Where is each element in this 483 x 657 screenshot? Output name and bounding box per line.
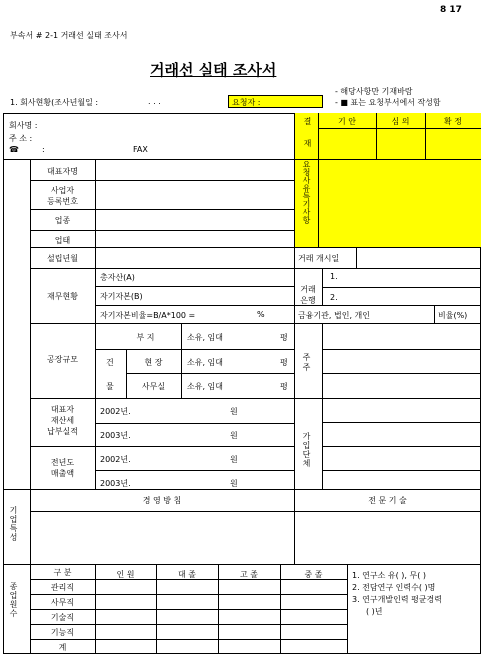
founded-label: 설립년월	[47, 254, 78, 263]
approval-review: 심 의	[391, 117, 410, 126]
research-staff-note: 2. 전담연구 인력수( )명	[352, 583, 436, 592]
ceo-name-label: 대표자명	[47, 167, 78, 176]
staff-header-college: 대 졸	[178, 570, 196, 579]
staff-row-technical: 기술직	[50, 613, 75, 622]
site-label: 부 지	[136, 333, 155, 342]
request-reason-area	[294, 159, 481, 247]
sales-label: 전년도 매출액	[50, 458, 75, 478]
sales-2003-unit: 원	[230, 479, 238, 488]
bank-ratio-header: 비율(%)	[438, 311, 468, 320]
office-unit: 평	[280, 382, 288, 391]
rd-experience-years: ( )년	[366, 607, 383, 616]
tax-2002-year: 2002년.	[100, 407, 131, 416]
sales-2002-unit: 원	[230, 455, 238, 464]
building-char-1: 건	[106, 358, 114, 367]
field-ownership: 소유, 임대	[187, 358, 223, 367]
tax-2003-unit: 원	[230, 431, 238, 440]
survey-date-dots: . . .	[148, 97, 161, 106]
tax-2002-unit: 원	[230, 407, 238, 416]
management-policy-label: 경 영 방 침	[142, 496, 182, 505]
field-unit: 평	[280, 358, 288, 367]
building-char-2: 물	[106, 382, 114, 391]
approval-confirm: 확 정	[444, 117, 462, 126]
factory-label: 공장규모	[47, 355, 78, 364]
employee-count-label: 종업원수	[9, 582, 18, 618]
equity-ratio-label: 자기자본비율=B/A*100 =	[100, 311, 196, 320]
tax-2003-year: 2003년.	[100, 431, 131, 440]
sales-2003-year: 2003년.	[100, 479, 131, 488]
bank-institution-header: 금융기관, 법인, 개인	[298, 311, 370, 320]
fax-label: FAX	[133, 145, 148, 154]
office-label: 사무실	[141, 382, 166, 391]
staff-row-office: 사무직	[50, 598, 75, 607]
note-1: - 해당사항만 기재바람	[335, 87, 413, 96]
note-2: - ■ 표는 요청부서에서 작성함	[335, 98, 441, 107]
staff-row-total: 계	[58, 643, 67, 652]
property-tax-label: 대표자 재산세 납부실적	[47, 405, 78, 436]
bank-label: 거래 은행	[300, 285, 316, 305]
research-lab-note: 1. 연구소 유( ), 무( )	[352, 571, 427, 580]
equity-ratio-unit: %	[257, 310, 265, 319]
staff-header-category: 구 분	[53, 568, 72, 577]
staff-row-skilled: 기능직	[50, 628, 75, 637]
bank-item-2: 2.	[330, 293, 338, 302]
site-ownership: 소유, 임대	[187, 333, 223, 342]
staff-header-middleschool: 중 졸	[304, 570, 323, 579]
core-technology-label: 전 문 기 술	[368, 496, 407, 505]
association-label: 가입단체	[302, 432, 311, 468]
approval-draft: 기 안	[338, 117, 356, 126]
finance-label: 재무현황	[47, 292, 78, 301]
requester-field[interactable]	[228, 95, 323, 108]
annex-label: 부속서 # 2-1 거래선 실태 조사서	[10, 31, 128, 40]
requester-label: 요청자 :	[232, 98, 261, 107]
equity-label: 자기자본(B)	[100, 292, 143, 301]
sales-2002-year: 2002년.	[100, 455, 131, 464]
office-ownership: 소유, 임대	[187, 382, 223, 391]
rd-experience-note: 3. 연구개발인력 평균경력	[352, 595, 442, 604]
biztype-label: 업태	[54, 236, 71, 245]
bank-item-1: 1.	[330, 272, 338, 281]
phone-colon: :	[42, 145, 45, 154]
survey-date-label: 1. 회사현황(조사년월일 :	[10, 98, 99, 107]
approval-side-label-1: 결재	[303, 117, 312, 161]
staff-header-highschool: 고 졸	[240, 570, 258, 579]
staff-row-management: 관리직	[50, 583, 75, 592]
phone-icon: ☎	[9, 145, 19, 154]
address-label: 주 소 :	[9, 134, 33, 143]
site-unit: 평	[280, 333, 288, 342]
company-feature-label: 기업특성	[9, 506, 18, 542]
page-number: 8 17	[440, 5, 462, 15]
field-label: 현 장	[144, 358, 163, 367]
industry-label: 업종	[54, 216, 71, 225]
company-name-label: 회사명 :	[9, 121, 38, 130]
shareholder-label: 주주	[302, 353, 311, 373]
total-assets-label: 총자산(A)	[100, 273, 135, 282]
business-number-label: 사업자 등록번호	[47, 186, 78, 206]
page-title: 거래선 실태 조사서	[150, 61, 277, 79]
request-reason-label: 요청사유특기사항	[302, 160, 311, 224]
trade-start-label: 거래 개시일	[298, 254, 340, 263]
staff-header-count: 인 원	[116, 570, 135, 579]
